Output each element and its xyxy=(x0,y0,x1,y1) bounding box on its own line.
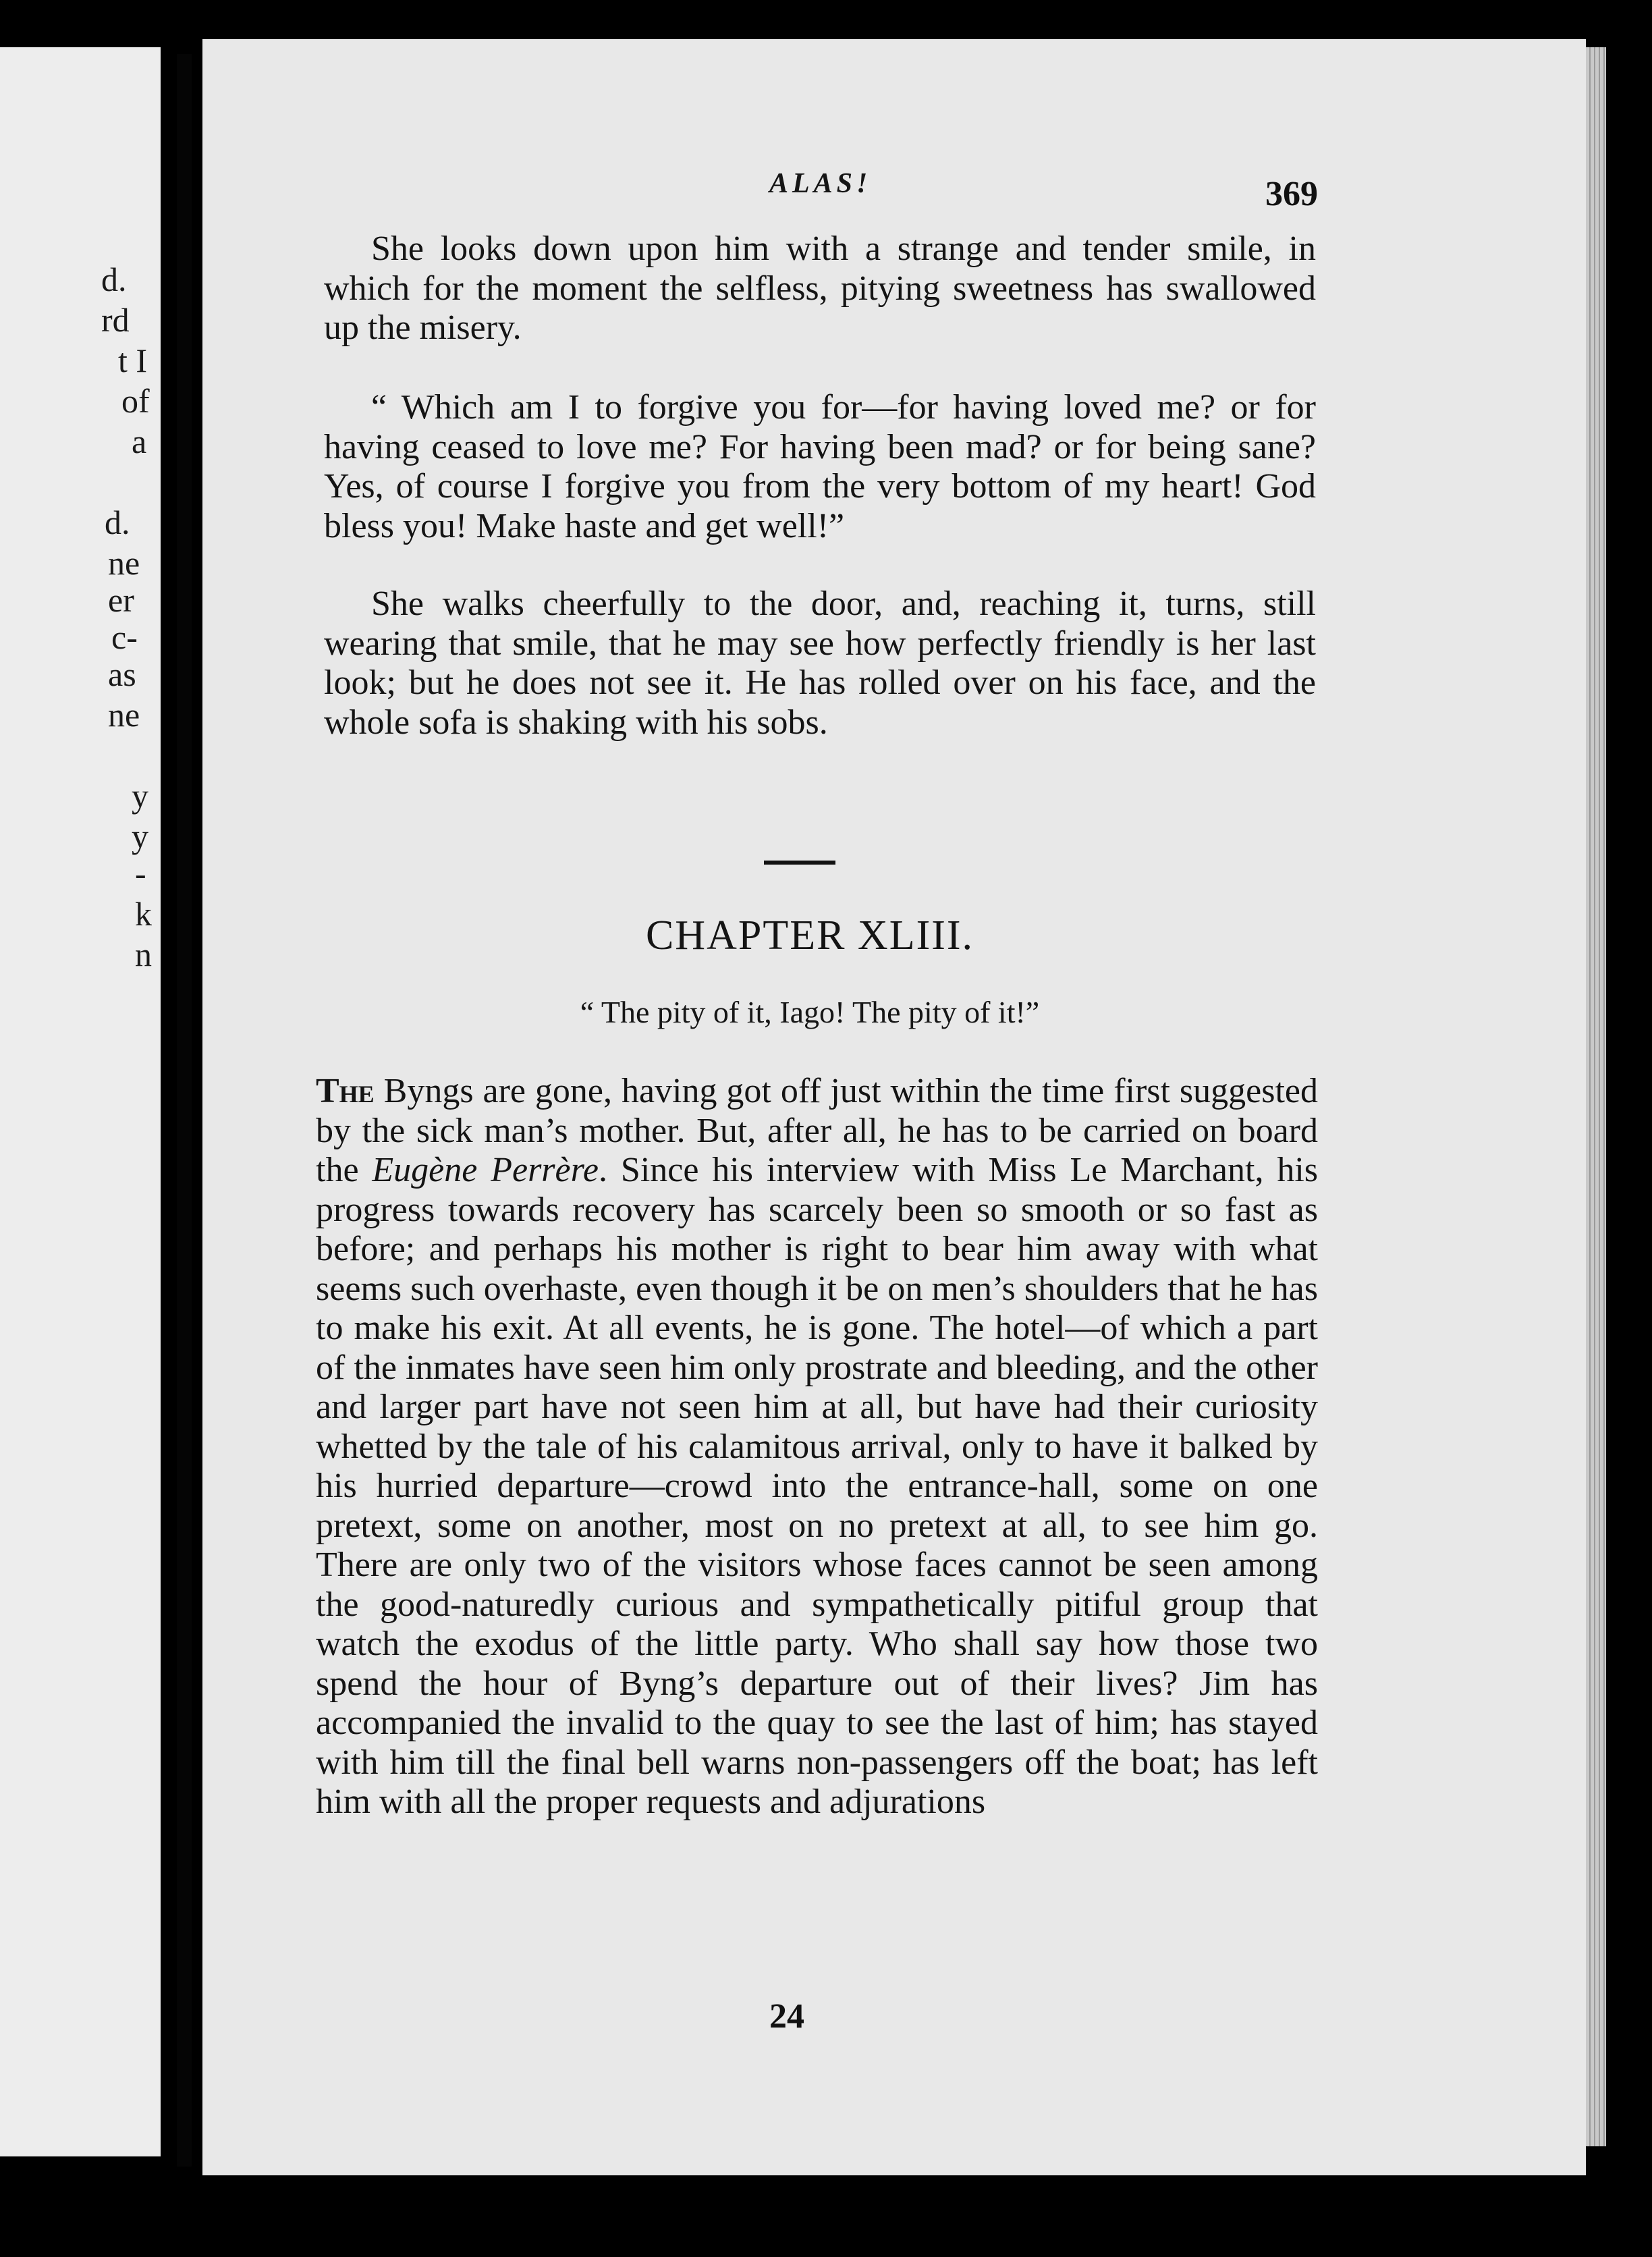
left-page-fragment: - xyxy=(135,854,146,892)
left-page-fragment: d. xyxy=(101,261,127,298)
chapter-epigraph: “ The pity of it, Iago! The pity of it!” xyxy=(580,995,1040,1029)
paragraph-text: Byngs are gone, having got off just within the time first suggested by the sick man’s mother. But, after all, he has to be carried on board the xyxy=(316,1072,1318,1189)
section-divider xyxy=(764,861,835,865)
left-page-fragment: er xyxy=(108,581,134,619)
paragraph-lead-word: The xyxy=(316,1072,375,1110)
left-page-fragment: c- xyxy=(111,618,138,656)
running-head: ALAS! xyxy=(769,168,872,199)
left-page-fragment: y xyxy=(132,817,148,855)
signature-mark: 24 xyxy=(769,1997,804,2036)
page-edges xyxy=(1586,47,1606,2146)
left-page-fragment: as xyxy=(108,655,136,693)
ship-name: Eugène Perrère xyxy=(372,1151,599,1189)
left-page-fragment: n xyxy=(135,935,152,973)
left-page-fragment: k xyxy=(135,895,152,933)
left-page-fragment: rd xyxy=(101,301,130,339)
left-page-fragment: t I xyxy=(118,342,148,379)
left-page-fragment: a xyxy=(132,423,147,460)
paragraph: She walks cheerfully to the door, and, reaching it, turns, still wearing that smile, that he may see how perfectly friendly is her last look; but he does not see it. He has rolled over on his face, and the whole sofa is shaking with his sobs. xyxy=(324,584,1316,742)
main-page xyxy=(202,39,1586,2175)
left-page-fragment: ne xyxy=(108,544,140,582)
left-page-fragment: d. xyxy=(105,504,130,541)
left-page-fragment: ne xyxy=(108,696,140,734)
paragraph: She looks down upon him with a strange and tender smile, in which for the moment the selfless, pitying sweetness has swallowed up the misery. xyxy=(324,229,1316,347)
paragraph: “ Which am I to forgive you for—for having loved me? or for having ceased to love me? For having been mad? or for being sane? Yes, of course I forgive you from the very bottom of my heart! God bless you! Make haste and get well!” xyxy=(324,388,1316,545)
page-number: 369 xyxy=(1265,175,1318,213)
paragraph-text: . Since his interview with Miss Le Marchant, his progress towards recovery has scarcely been so smooth or so fast as before; and perhaps his mother is right to bear him away with what seems such overhaste, even though it be on men’s shoulders that he has to make his exit. At all events, he is gone. The hotel—of which a part of the inmates have seen him only prostrate and bleeding, and the other and larger part have not seen him at all, but have had their curiosity whetted by the tale of his calamitous arrival, only to have it balked by his hurried departure—crowd into the entrance-hall, some on one pretext, some on another, most on no pretext at all, to see him go. There are only two of the visitors whose faces cannot be seen among the good-naturedly curious and sympathetically pitiful group that watch the exodus of the little party. Who shall say how those two spend the hour of Byng’s departure out of their lives? Jim has accompanied the invalid to the quay to see the last of him; has stayed with him till the final bell warns non-passengers off the boat; has left him with all the proper requests and adjurations xyxy=(316,1151,1319,1821)
chapter-opening-paragraph xyxy=(316,1072,1318,1822)
book-gutter xyxy=(177,54,192,2167)
chapter-title: CHAPTER XLIII. xyxy=(645,913,974,958)
left-page-fragment: y xyxy=(132,777,148,815)
left-page-fragment: of xyxy=(121,382,150,420)
left-facing-page xyxy=(0,47,161,2156)
